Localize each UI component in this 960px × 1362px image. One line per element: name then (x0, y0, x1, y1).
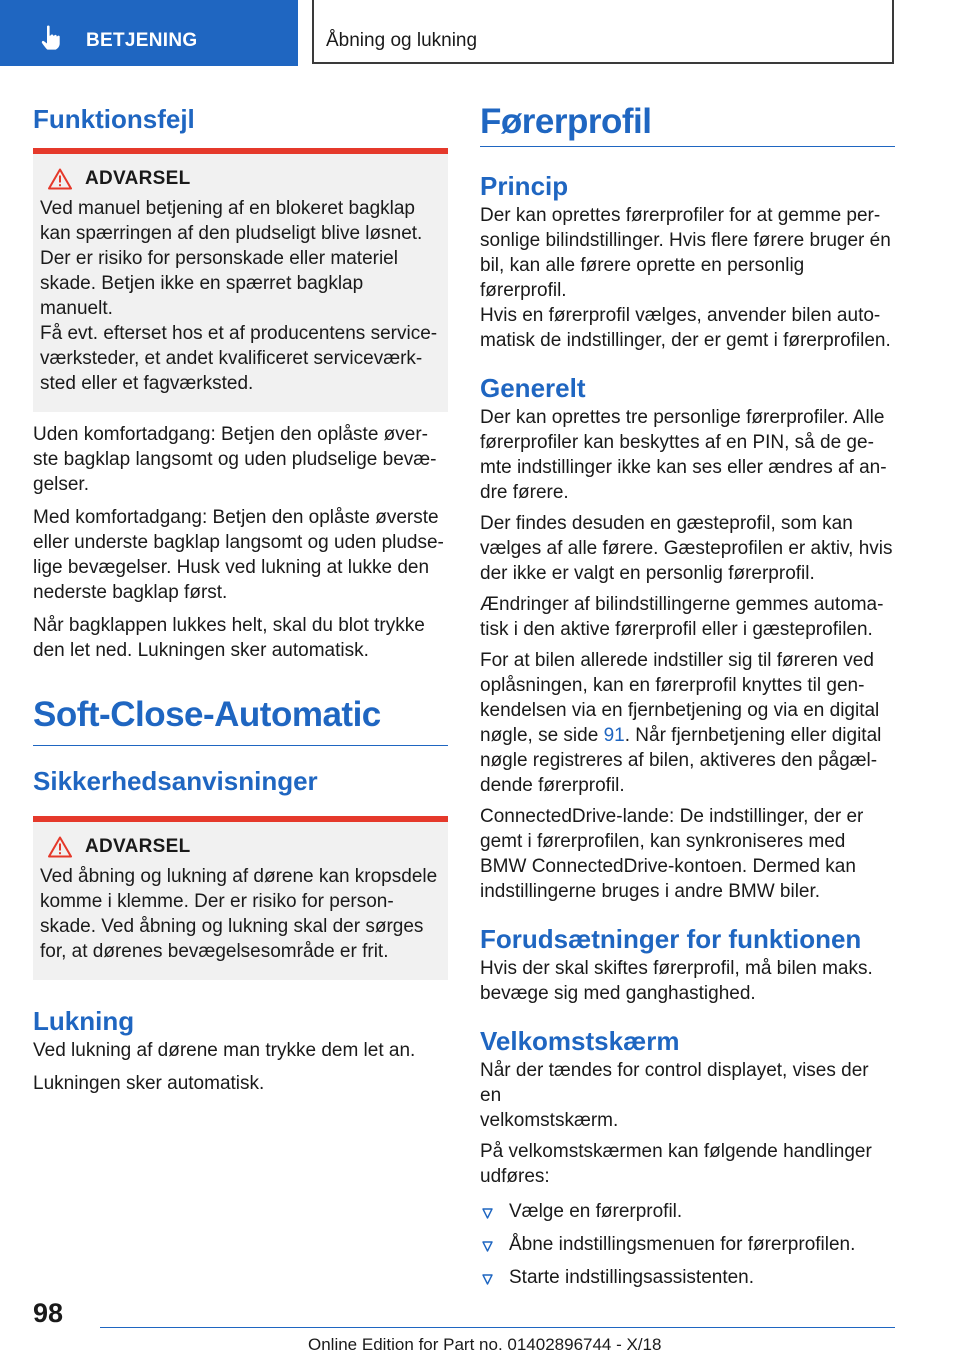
warning-line: for, at dørenes bevægelsesområde er frit. (40, 941, 389, 962)
footer-edition: Online Edition for Part no. 01402896744 - X/18 (308, 1335, 662, 1354)
warning-line: Der er risiko for personskade eller materiel (40, 248, 398, 269)
text-line: Der kan oprettes førerprofiler for at gemme per‐ (480, 205, 881, 226)
paragraph-generelt-2 (480, 511, 895, 586)
text-line: ConnectedDrive-lande: De indstillinger, der er (480, 806, 864, 827)
heading-velkomstskaerm: Velkomstskærm (480, 1026, 680, 1056)
text-line: Med komfortadgang: Betjen den oplåste øverste (33, 507, 439, 528)
text-line: indstillingerne bruges i andre BMW biler. (480, 881, 821, 902)
triangle-bullet-icon (482, 1274, 493, 1285)
text-line: nøgle registreres af bilen, aktiveres den pågæl‐ (480, 750, 878, 771)
text-line: ste bagklap langsomt og uden pludselige bevæ‐ (33, 449, 437, 470)
left-column (33, 100, 448, 1096)
text-line: kendelsen via en fjernbetjening og via en digital (480, 700, 880, 721)
list-item-text: Vælge en førerprofil. (509, 1201, 683, 1222)
text-line: mte indstillinger ikke kan ses eller ændres af an‐ (480, 457, 887, 478)
list-item-text: Starte indstillingsassistenten. (509, 1267, 755, 1288)
footer-rule (100, 1327, 895, 1328)
text-span: nøgle, se side (480, 725, 604, 746)
text-line: gelser. (33, 474, 89, 495)
warning-line: Få evt. efterset hos et af producentens service‐ (40, 323, 438, 344)
paragraph-generelt-3 (480, 592, 895, 642)
header-section-tab (0, 0, 298, 66)
text-line (480, 723, 895, 748)
warning-line: skade. Ved åbning og lukning skal der sørges (40, 916, 424, 937)
list-item (480, 1199, 895, 1224)
page-reference-link[interactable]: 91 (603, 725, 625, 746)
text-line: velkomstskærm. (480, 1110, 619, 1131)
heading-funktionsfejl: Funktionsfejl (33, 104, 195, 134)
page-number: 98 (33, 1298, 64, 1328)
text-line: førerprofiler kan beskyttes af en PIN, så de ge‐ (480, 432, 874, 453)
heading-princip: Princip (480, 171, 569, 201)
paragraph-uden-komfort (33, 422, 448, 497)
heading-soft-close-automatic: Soft-Close-Automatic (33, 695, 381, 734)
warning-title (40, 168, 440, 190)
text-span: . Når fjernbetjening eller digital (624, 725, 882, 746)
paragraph-generelt-4 (480, 648, 895, 798)
warning-box-1 (33, 148, 448, 412)
text-line: vælges af alle førere. Gæsteprofilen er aktiv, hvis (480, 538, 893, 559)
heading-forudsaetninger: Forudsætninger for funktionen (480, 924, 862, 954)
warning-line: Ved åbning og lukning af dørene kan kropsdele (40, 866, 438, 887)
text-line: Hvis der skal skiftes førerprofil, må bilen maks. (480, 958, 873, 979)
paragraph-velkomst-1 (480, 1058, 895, 1133)
text-line: Når der tændes for control displayet, vises der en (480, 1060, 869, 1106)
heading-rule (33, 745, 448, 746)
text-line: udføres: (480, 1166, 550, 1187)
paragraph-forudsaetninger (480, 956, 895, 1006)
paragraph-generelt-5 (480, 804, 895, 904)
text-line: Uden komfortadgang: Betjen den oplåste øver‐ (33, 424, 429, 445)
paragraph-med-komfort (33, 505, 448, 605)
text-line: Der kan oprettes tre personlige førerprofiler. Alle (480, 407, 885, 428)
paragraph-princip (480, 203, 895, 353)
warning-box-2 (33, 816, 448, 980)
heading-forerprofil: Førerprofil (480, 102, 652, 141)
text-line: lige bevægelser. Husk ved lukning at lukke den (33, 557, 430, 578)
text-line: Der findes desuden en gæsteprofil, som kan (480, 513, 853, 534)
triangle-bullet-icon (482, 1208, 493, 1219)
triangle-bullet-icon (482, 1241, 493, 1252)
text-line: tisk i den aktive førerprofil eller i gæsteprofilen. (480, 619, 873, 640)
paragraph-bagklap (33, 613, 448, 663)
warning-label: ADVARSEL (85, 836, 191, 857)
text-line: bevæge sig med ganghastighed. (480, 983, 756, 1004)
text-line: For at bilen allerede indstiller sig til føreren ved (480, 650, 874, 671)
warning-label: ADVARSEL (85, 168, 191, 189)
paragraph-generelt-1 (480, 405, 895, 505)
text-lukning-2: Lukningen sker automatisk. (33, 1073, 265, 1094)
heading-rule (480, 146, 895, 147)
text-line: sonlige bilindstillinger. Hvis flere førere bruger én (480, 230, 891, 251)
text-line: oplåsningen, kan en førerprofil knyttes til gen‐ (480, 675, 865, 696)
text-line: nederste bagklap først. (33, 582, 228, 603)
text-line: dende førerprofil. (480, 775, 625, 796)
text-line: eller underste bagklap langsomt og uden pludse‐ (33, 532, 444, 553)
paragraph-velkomst-2 (480, 1139, 895, 1189)
text-line: bil, kan alle førere oprette en personlig førerprofil. (480, 255, 805, 301)
list-item (480, 1265, 895, 1290)
text-line: der ikke er valgt en personlig førerprofil. (480, 563, 815, 584)
text-line: Når bagklappen lukkes helt, skal du blot trykke (33, 615, 425, 636)
header-section-title: BETJENING (86, 30, 198, 51)
hand-pointer-icon (38, 24, 64, 52)
text-line: Hvis en førerprofil vælges, anvender bilen auto‐ (480, 305, 881, 326)
heading-generelt: Generelt (480, 373, 586, 403)
warning-title (40, 836, 440, 858)
action-list (480, 1199, 895, 1290)
text-line: matisk de indstillinger, der er gemt i førerprofilen. (480, 330, 891, 351)
text-line: dre førere. (480, 482, 569, 503)
right-column (480, 100, 895, 1298)
warning-line: sted eller et fagværksted. (40, 373, 254, 394)
text-line: På velkomstskærmen kan følgende handlinger (480, 1141, 872, 1162)
warning-line: værksteder, et andet kvalificeret serviceværk‐ (40, 348, 423, 369)
warning-line: Ved manuel betjening af en blokeret bagklap (40, 198, 415, 219)
warning-line: komme i klemme. Der er risiko for person‐ (40, 891, 394, 912)
heading-lukning: Lukning (33, 1006, 135, 1036)
text-line: gemt i førerprofilen, kan synkroniseres med (480, 831, 846, 852)
list-item-text: Åbne indstillingsmenuen for førerprofilen. (509, 1234, 856, 1255)
list-item (480, 1232, 895, 1257)
warning-triangle-icon (48, 836, 72, 858)
text-line: den let ned. Lukningen sker automatisk. (33, 640, 369, 661)
heading-sikkerhedsanvisninger: Sikkerhedsanvisninger (33, 766, 318, 796)
text-line: BMW ConnectedDrive-kontoen. Dermed kan (480, 856, 856, 877)
header-chapter-title: Åbning og lukning (326, 30, 478, 51)
text-lukning-1: Ved lukning af dørene man trykke dem let an. (33, 1040, 416, 1061)
warning-line: kan spærringen af den pludseligt blive løsnet. (40, 223, 423, 244)
warning-line: skade. Betjen ikke en spærret bagklap manuelt. (40, 273, 364, 319)
warning-triangle-icon (48, 168, 72, 190)
text-line: Ændringer af bilindstillingerne gemmes automa‐ (480, 594, 884, 615)
